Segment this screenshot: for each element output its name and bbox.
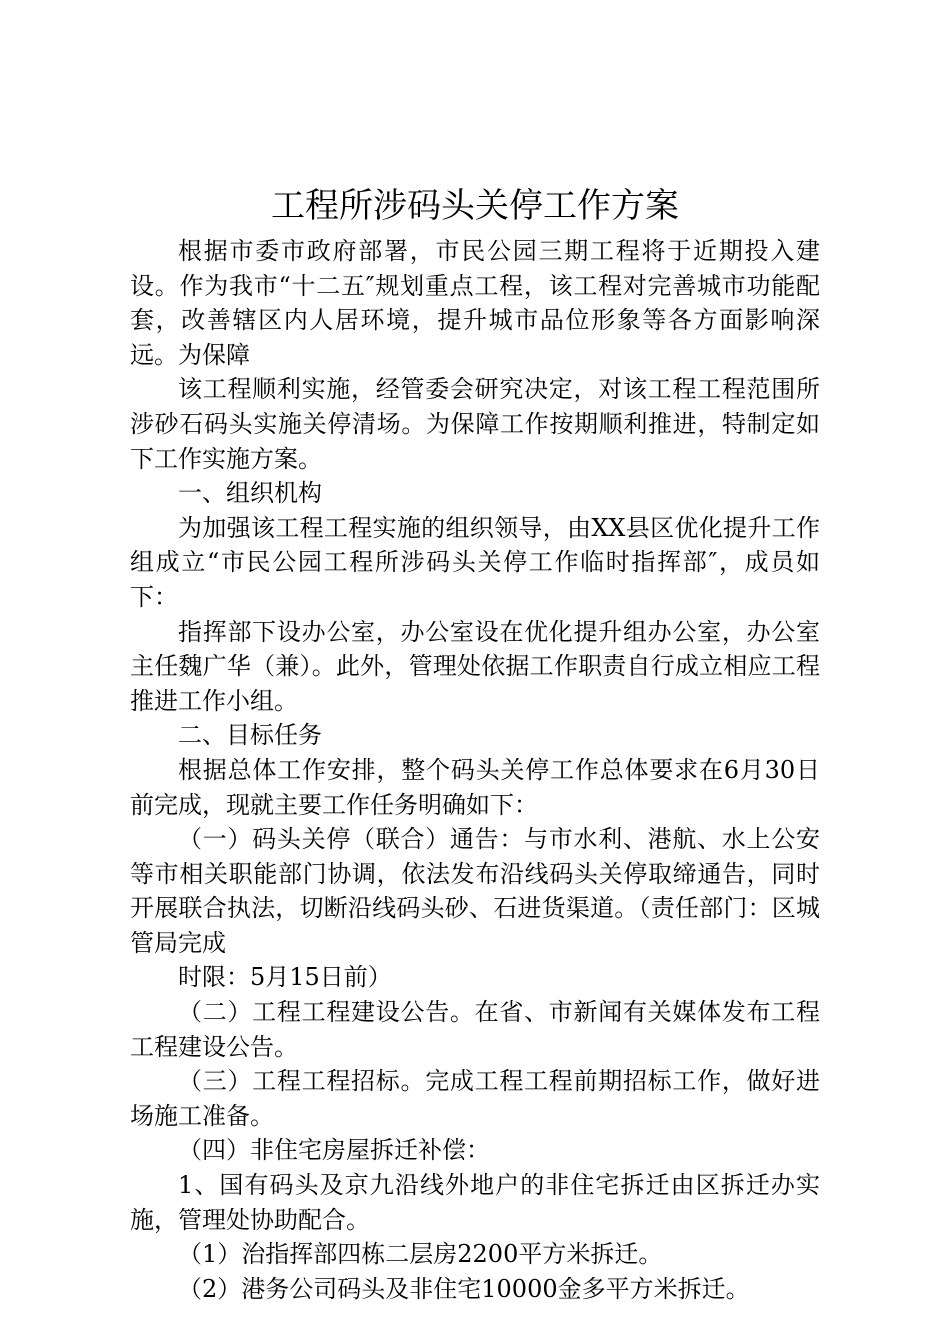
task-item-1: （一）码头关停（联合）通告：与市水利、港航、水上公安等市相关职能部门协调，依法发布沿线码头关停取缔通告，同时开展联合执法，切断沿线码头砂、石进货渠道。（责任部门：区城管局完成 bbox=[130, 825, 820, 957]
document-title: 工程所涉码头关停工作方案 bbox=[271, 186, 679, 226]
subtask-1-1: （1）治指挥部四栋二层房2200平方米拆迁。 bbox=[178, 1240, 663, 1269]
paragraph-office: 指挥部下设办公室，办公室设在优化提升组办公室，办公室主任魏广华（兼）。此外，管理处依据工作职责自行成立相应工程推进工作小组。 bbox=[130, 617, 820, 715]
paragraph-organization: 为加强该工程工程实施的组织领导，由XX县区优化提升工作组成立“市民公园工程所涉码头关停工作临时指挥部″，成员如下： bbox=[130, 513, 820, 611]
paragraph-tasks-intro: 根据总体工作安排，整个码头关停工作总体要求在6月30日前完成，现就主要工作任务明确如下： bbox=[130, 755, 820, 819]
paragraph-decision: 该工程顺利实施，经管委会研究决定，对该工程工程范围所涉砂石码头实施关停清场。为保障工作按期顺利推进，特制定如下工作实施方案。 bbox=[130, 375, 820, 473]
task-item-2: （二）工程工程建设公告。在省、市新闻有关媒体发布工程工程建设公告。 bbox=[130, 998, 820, 1061]
document-body bbox=[130, 234, 820, 1306]
section-heading-organization: 一、组织机构 bbox=[178, 479, 322, 508]
section-heading-tasks: 二、目标任务 bbox=[178, 721, 322, 750]
subtask-1: 1、国有码头及京九沿线外地户的非住宅拆迁由区拆迁办实施，管理处协助配合。 bbox=[130, 1171, 820, 1234]
task-item-4: （四）非住宅房屋拆迁补偿： bbox=[178, 1136, 490, 1165]
paragraph-intro: 根据市委市政府部署，市民公园三期工程将于近期投入建设。作为我市“十二五″规划重点工程，该工程对完善城市功能配套，改善辖区内人居环境，提升城市品位形象等各方面影响深远。为保障 bbox=[130, 237, 820, 369]
task-item-3: （三）工程工程招标。完成工程工程前期招标工作，做好进场施工准备。 bbox=[130, 1067, 820, 1130]
subtask-1-2: （2）港务公司码头及非住宅10000金多平方米拆迁。 bbox=[178, 1274, 750, 1303]
task-item-1-deadline: 时限：5月15日前） bbox=[178, 963, 392, 992]
